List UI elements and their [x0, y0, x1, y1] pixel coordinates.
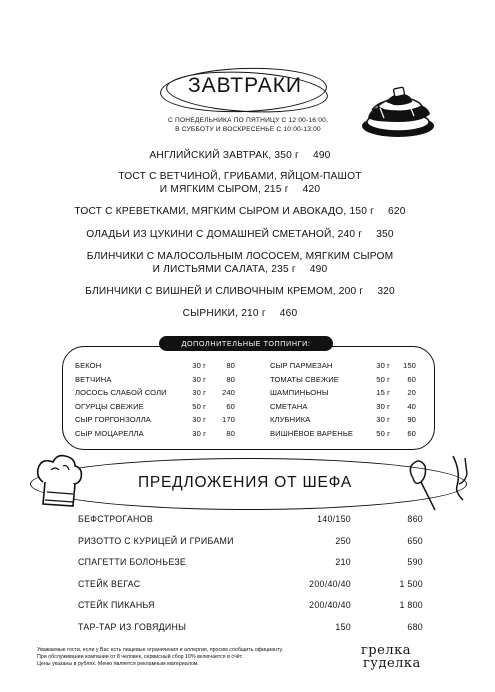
topping-name: КЛУБНИКА	[270, 415, 311, 425]
item-price: 320	[377, 286, 395, 297]
item-price: 620	[388, 206, 406, 217]
utensils-illustration	[405, 452, 475, 512]
topping-price: 40	[407, 401, 416, 411]
item-name: ТОСТ С КРЕВЕТКАМИ, МЯГКИМ СЫРОМ И АВОКАДО, 150 г	[74, 206, 375, 217]
menu-item	[40, 205, 440, 218]
topping-price: 150	[403, 361, 416, 370]
topping-price: 240	[222, 388, 235, 398]
topping-name: СЫР ГОРГОНЗОЛЛА	[75, 415, 151, 425]
topping-price: 60	[407, 429, 416, 438]
item-price: 490	[312, 150, 331, 161]
chef-item-name: СПАГЕТТИ БОЛОНЬЕЗЕ	[78, 557, 187, 568]
topping-weight: 30 г	[192, 388, 206, 398]
chef-item-name: РИЗОТТО С КУРИЦЕЙ И ГРИБАМИ	[78, 535, 234, 546]
chef-item-price: 1 500	[399, 578, 423, 589]
chef-item-weight: 200/40/40	[309, 578, 351, 589]
chef-item-name: СТЕЙК ВЕГАС	[78, 578, 141, 589]
topping-weight: 15 г	[376, 388, 390, 398]
topping-name: СМЕТАНА	[270, 401, 308, 411]
topping-price: 170	[222, 415, 235, 425]
topping-weight: 30 г	[192, 374, 206, 384]
chef-item-price: 1 800	[399, 600, 423, 611]
item-name-line2: И ЛИСТЬЯМИ САЛАТА, 235 г	[152, 264, 296, 275]
topping-weight: 30 г	[376, 415, 390, 425]
menu-item	[40, 228, 440, 241]
chef-item-price: 650	[407, 535, 423, 546]
topping-price: 80	[226, 429, 235, 438]
topping-weight: 50 г	[192, 401, 206, 411]
chef-title: ПРЕДЛОЖЕНИЯ ОТ ШЕФА	[137, 474, 353, 491]
item-price: 350	[376, 229, 394, 240]
topping-name: ТОМАТЫ СВЕЖИЕ	[270, 374, 339, 384]
menu-item	[40, 307, 440, 320]
brand-logo	[361, 644, 461, 670]
topping-name: ЛОСОСЬ СЛАБОЙ СОЛИ	[75, 388, 167, 398]
schedule-weekdays: С ПОНЕДЕЛЬНИКА ПО ПЯТНИЦУ С 12:00-16:00,	[168, 117, 328, 124]
topping-name: ОГУРЦЫ СВЕЖИЕ	[75, 401, 144, 411]
chef-item-name: СТЕЙК ПИКАНЬЯ	[78, 600, 155, 611]
item-name: БЛИНЧИКИ С МАЛОСОЛЬНЫМ ЛОСОСЕМ, МЯГКИМ СЫРОМ	[86, 251, 394, 262]
topping-name: ВЕТЧИНА	[75, 374, 112, 384]
footer-prices-note: Цены указаны в рублях. Меню является рекламным материалом.	[37, 661, 199, 667]
chef-item-weight: 210	[335, 557, 351, 568]
logo-line1: грелка	[361, 643, 411, 658]
chef-item-price: 860	[407, 514, 423, 524]
item-price: 460	[279, 308, 298, 319]
topping-name: ШАМПИНЬОНЫ	[270, 388, 329, 398]
footer-allergy-note: Уважаемые гости, если у Вас есть пищевые ограничения и аллергия, просим сообщить официанту.	[37, 647, 284, 653]
chef-item-weight: 150	[335, 622, 351, 632]
topping-weight: 30 г	[192, 429, 206, 438]
menu-item	[40, 250, 440, 276]
topping-price: 60	[407, 374, 416, 384]
topping-weight: 30 г	[376, 361, 390, 370]
topping-name: БЕКОН	[75, 361, 102, 370]
menu-item	[40, 285, 440, 298]
breakfast-title: ЗАВТРАКИ	[187, 74, 303, 97]
topping-price: 90	[407, 415, 416, 425]
chef-item-weight: 200/40/40	[309, 600, 351, 611]
chef-item-price: 590	[407, 557, 423, 568]
footer-note	[37, 647, 327, 668]
item-name: ТОСТ С ВЕТЧИНОЙ, ГРИБАМИ, ЯЙЦОМ-ПАШОТ	[118, 171, 362, 182]
topping-weight: 50 г	[376, 429, 390, 438]
chef-item-weight: 250	[335, 535, 351, 546]
topping-price: 80	[226, 361, 235, 370]
item-name: АНГЛИЙСКИЙ ЗАВТРАК, 350 г	[149, 150, 299, 161]
menu-item	[40, 170, 440, 196]
footer-service-note: При обслуживании компании от 8 человек, сервисный сбор 10% включается в счёт.	[37, 654, 243, 660]
toppings-label: ДОПОЛНИТЕЛЬНЫЕ ТОППИНГИ:	[159, 336, 333, 351]
item-name: ОЛАДЬИ ИЗ ЦУКИНИ С ДОМАШНЕЙ СМЕТАНОЙ, 240 г	[86, 229, 363, 240]
topping-name: СЫР МОЦАРЕЛЛА	[75, 429, 144, 438]
topping-price: 80	[226, 374, 235, 384]
item-name-line2: И МЯГКИМ СЫРОМ, 215 г	[159, 184, 289, 195]
topping-weight: 30 г	[376, 401, 390, 411]
chef-item-name: ТАР-ТАР ИЗ ГОВЯДИНЫ	[78, 622, 187, 632]
schedule-weekend: В СУББОТУ И ВОСКРЕСЕНЬЕ С 10:00-13:00	[175, 126, 321, 133]
item-name: БЛИНЧИКИ С ВИШНЕЙ И СЛИВОЧНЫМ КРЕМОМ, 200 г	[85, 286, 364, 297]
chef-hat-illustration	[33, 452, 85, 510]
topping-weight: 30 г	[192, 415, 206, 425]
logo-line2: гуделка	[363, 656, 421, 671]
item-name: СЫРНИКИ, 210 г	[182, 308, 266, 319]
topping-price: 60	[226, 401, 235, 411]
item-price: 490	[309, 264, 328, 275]
menu-item	[40, 149, 440, 162]
breakfast-schedule	[150, 116, 346, 134]
topping-weight: 30 г	[192, 361, 206, 370]
topping-name: ВИШНЁВОЕ ВАРЕНЬЕ	[270, 429, 354, 438]
topping-weight: 50 г	[376, 374, 390, 384]
item-price: 420	[302, 184, 321, 195]
topping-name: СЫР ПАРМЕЗАН	[270, 361, 333, 370]
chef-item-name: БЕФСТРОГАНОВ	[78, 514, 153, 524]
pancakes-illustration	[360, 78, 440, 140]
chef-item-weight: 140/150	[317, 514, 351, 524]
topping-price: 20	[407, 388, 416, 398]
chef-item-price: 680	[407, 622, 423, 632]
